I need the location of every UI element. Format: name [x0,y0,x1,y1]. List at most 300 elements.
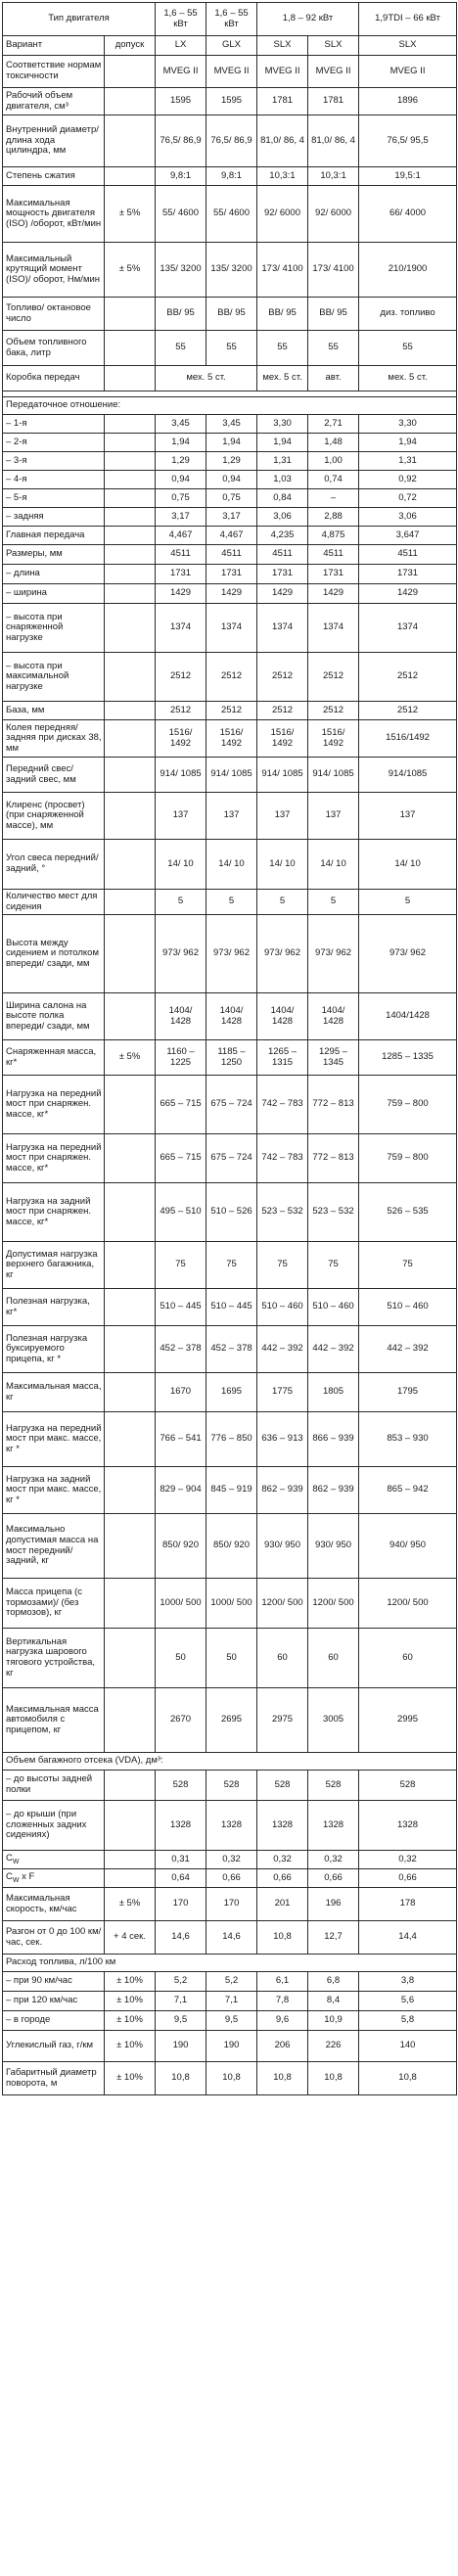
row-label: Максимальная мощность двигателя (ISO) /оборот, кВт/мин [3,186,105,243]
row-label: – при 90 км/час [3,1972,105,1992]
row-tolerance [105,489,156,508]
section-heading: Передаточное отношение: [3,397,457,415]
engine-type-cell: 1,9TDI – 66 кВт [359,3,457,36]
value-cell: 1374 [308,604,359,653]
row-label: Максимально допустимая масса на мост передний/ задний, кг [3,1514,105,1579]
row-label: – ширина [3,584,105,604]
section-heading: Объем багажного отсека (VDA), дм³: [3,1753,457,1771]
row-label: Максимальный крутящий момент (ISO)/ оборот, Нм/мин [3,243,105,298]
row-tolerance: ± 5% [105,1040,156,1076]
value-cell: 442 – 392 [308,1326,359,1373]
value-cell: 75 [206,1242,257,1289]
value-cell: 1,29 [206,452,257,471]
value-cell: 1374 [359,604,457,653]
value-cell: 3,45 [206,415,257,434]
value-cell: 1781 [257,88,308,115]
value-cell: 0,66 [257,1869,308,1888]
value-cell: 5 [206,890,257,915]
value-cell: 92/ 6000 [308,186,359,243]
value-cell: 1,94 [257,434,308,452]
value-cell: 528 [308,1771,359,1801]
value-cell: 173/ 4100 [257,243,308,298]
value-cell: 226 [308,2031,359,2062]
table-row [3,2062,457,2095]
table-row [3,1040,457,1076]
value-cell: MVEG II [308,56,359,88]
row-label: Объем топливного бака, литр [3,331,105,366]
value-cell: 528 [206,1771,257,1801]
table-row [3,915,457,993]
value-cell: 6,8 [308,1972,359,1992]
row-tolerance [105,331,156,366]
value-cell: 50 [156,1629,206,1688]
section-heading-row [3,397,457,415]
value-cell: 1404/ 1428 [257,993,308,1040]
value-cell: 5 [308,890,359,915]
table-row [3,1888,457,1921]
value-cell: 81,0/ 86, 4 [257,115,308,167]
header-variant-row [3,36,457,56]
value-cell: ВВ/ 95 [156,298,206,331]
value-cell: 4,235 [257,527,308,545]
value-cell: 1,29 [156,452,206,471]
value-cell: 0,94 [156,471,206,489]
value-cell: 7,8 [257,1992,308,2011]
value-cell: 75 [257,1242,308,1289]
value-cell: 452 – 378 [156,1326,206,1373]
table-row [3,1869,457,1888]
value-cell: 2995 [359,1688,457,1753]
row-tolerance [105,471,156,489]
value-cell: 495 – 510 [156,1183,206,1242]
value-cell: MVEG II [359,56,457,88]
value-cell: 0,75 [206,489,257,508]
value-cell: 914/1085 [359,758,457,793]
value-cell: ВВ/ 95 [206,298,257,331]
value-cell: 1185 – 1250 [206,1040,257,1076]
row-label: Главная передача [3,527,105,545]
tolerance-label: допуск [105,36,156,56]
value-cell: 1404/ 1428 [156,993,206,1040]
value-cell: 55 [308,331,359,366]
value-cell: 0,74 [308,471,359,489]
value-cell: 973/ 962 [206,915,257,993]
value-cell: 1200/ 500 [308,1579,359,1629]
table-row [3,1412,457,1467]
value-cell: 170 [156,1888,206,1921]
table-row [3,366,457,391]
value-cell: 675 – 724 [206,1134,257,1183]
value-cell: 50 [206,1629,257,1688]
value-cell: 759 – 800 [359,1076,457,1134]
row-label: Углекислый газ, г/км [3,2031,105,2062]
value-cell: 2512 [257,653,308,702]
row-tolerance [105,88,156,115]
table-row [3,653,457,702]
value-cell: 1200/ 500 [257,1579,308,1629]
value-cell: 0,31 [156,1851,206,1869]
row-tolerance [105,508,156,527]
value-cell: 14/ 10 [359,840,457,890]
value-cell: 1295 – 1345 [308,1040,359,1076]
row-tolerance [105,1076,156,1134]
engine-type-label: Тип двигателя [3,3,156,36]
row-tolerance [105,1373,156,1412]
value-cell: 5 [359,890,457,915]
table-row [3,720,457,758]
value-cell: 1429 [308,584,359,604]
value-cell: 973/ 962 [257,915,308,993]
value-cell: 1731 [359,565,457,584]
value-cell: 528 [156,1771,206,1801]
variant-cell: LX [156,36,206,56]
row-label-suffix: x F [19,1870,35,1882]
value-cell: 1595 [156,88,206,115]
value-cell: 829 – 904 [156,1467,206,1514]
value-cell: 914/ 1085 [308,758,359,793]
table-row [3,1514,457,1579]
value-cell: 135/ 3200 [156,243,206,298]
table-row [3,565,457,584]
value-cell: 7,1 [156,1992,206,2011]
value-cell: 2,71 [308,415,359,434]
table-row [3,993,457,1040]
value-cell: 14,4 [359,1921,457,1955]
value-cell: 914/ 1085 [257,758,308,793]
row-label: – длина [3,565,105,584]
row-label: – 4-я [3,471,105,489]
value-cell: авт. [308,366,359,391]
value-cell: 190 [206,2031,257,2062]
value-cell: мех. 5 ст. [156,366,257,391]
row-label: Клиренс (просвет) (при снаряженной массе), мм [3,793,105,840]
row-label: – при 120 км/час [3,1992,105,2011]
value-cell: 940/ 950 [359,1514,457,1579]
specification-table [2,2,457,2095]
row-tolerance [105,1242,156,1289]
table-row [3,1183,457,1242]
value-cell: 862 – 939 [257,1467,308,1514]
table-row [3,1579,457,1629]
value-cell: 636 – 913 [257,1412,308,1467]
row-tolerance [105,545,156,565]
row-label: – 3-я [3,452,105,471]
table-row [3,88,457,115]
value-cell: 3005 [308,1688,359,1753]
value-cell: 9,8:1 [156,167,206,186]
value-cell: 60 [257,1629,308,1688]
row-label: Нагрузка на передний мост при макс. массе, кг * [3,1412,105,1467]
table-row [3,1326,457,1373]
value-cell: 9,5 [206,2011,257,2031]
value-cell: 510 – 460 [308,1289,359,1326]
value-cell: 675 – 724 [206,1076,257,1134]
value-cell: 1285 – 1335 [359,1040,457,1076]
value-cell: 4,875 [308,527,359,545]
row-label: Степень сжатия [3,167,105,186]
row-tolerance: ± 10% [105,2011,156,2031]
value-cell: 850/ 920 [156,1514,206,1579]
value-cell: 76,5/ 86,9 [206,115,257,167]
value-cell: 10,8 [359,2062,457,2095]
value-cell: 0,66 [206,1869,257,1888]
value-cell: 1374 [257,604,308,653]
value-cell: 772 – 813 [308,1076,359,1134]
value-cell: 137 [156,793,206,840]
row-label: Нагрузка на задний мост при макс. массе, кг * [3,1467,105,1514]
value-cell: 135/ 3200 [206,243,257,298]
engine-type-cell: 1,8 – 92 кВт [257,3,359,36]
row-label [3,1851,105,1869]
value-cell: 137 [308,793,359,840]
variant-cell: SLX [257,36,308,56]
row-tolerance [105,1289,156,1326]
row-label: Допустимая нагрузка верхнего багажника, кг [3,1242,105,1289]
value-cell: 2512 [257,702,308,720]
value-cell: 3,45 [156,415,206,434]
value-cell: 1731 [308,565,359,584]
table-row [3,243,457,298]
value-cell: 3,06 [359,508,457,527]
value-cell: 865 – 942 [359,1467,457,1514]
row-label-subscript: W [12,1876,20,1884]
value-cell: 759 – 800 [359,1134,457,1183]
table-row [3,1972,457,1992]
value-cell: 510 – 460 [257,1289,308,1326]
value-cell: 1,94 [156,434,206,452]
row-label: Нагрузка на передний мост при снаряжен. массе, кг* [3,1134,105,1183]
table-row [3,331,457,366]
row-label: Разгон от 0 до 100 км/час, сек. [3,1921,105,1955]
value-cell: 665 – 715 [156,1076,206,1134]
value-cell: 1,31 [359,452,457,471]
value-cell: 4511 [156,545,206,565]
row-tolerance [105,565,156,584]
table-row [3,115,457,167]
value-cell: 81,0/ 86, 4 [308,115,359,167]
value-cell: 1429 [359,584,457,604]
value-cell: 0,32 [257,1851,308,1869]
table-row [3,1242,457,1289]
value-cell: 1731 [257,565,308,584]
table-row [3,584,457,604]
value-cell: 196 [308,1888,359,1921]
engine-type-cell: 1,6 – 55 кВт [206,3,257,36]
row-label: – 2-я [3,434,105,452]
value-cell: 0,32 [206,1851,257,1869]
table-row [3,415,457,434]
value-cell: 206 [257,2031,308,2062]
row-label: Снаряженная масса, кг* [3,1040,105,1076]
row-label: Ширина салона на высоте полка впереди/ сзади, мм [3,993,105,1040]
value-cell: 4511 [308,545,359,565]
table-row [3,1771,457,1801]
row-tolerance: ± 10% [105,2062,156,2095]
value-cell: 5 [257,890,308,915]
value-cell: 1781 [308,88,359,115]
table-row [3,1801,457,1851]
value-cell: 2512 [206,702,257,720]
row-tolerance [105,1629,156,1688]
row-label: – задняя [3,508,105,527]
value-cell: 1328 [156,1801,206,1851]
row-tolerance: + 4 сек. [105,1921,156,1955]
value-cell: 3,30 [257,415,308,434]
value-cell: 170 [206,1888,257,1921]
value-cell: 55 [156,331,206,366]
value-cell: 1896 [359,88,457,115]
row-tolerance [105,702,156,720]
value-cell: 10,9 [308,2011,359,2031]
value-cell: 914/ 1085 [206,758,257,793]
value-cell: 850/ 920 [206,1514,257,1579]
value-cell: 866 – 939 [308,1412,359,1467]
value-cell: 3,8 [359,1972,457,1992]
row-tolerance [105,1851,156,1869]
value-cell: 526 – 535 [359,1183,457,1242]
value-cell: ВВ/ 95 [308,298,359,331]
value-cell: 853 – 930 [359,1412,457,1467]
row-label: – 5-я [3,489,105,508]
row-label-symbol: C [6,1852,13,1863]
row-tolerance [105,840,156,890]
value-cell: 845 – 919 [206,1467,257,1514]
table-row [3,1851,457,1869]
row-tolerance [105,1579,156,1629]
value-cell: 1429 [156,584,206,604]
value-cell: 1516/ 1492 [156,720,206,758]
section-heading: Расход топлива, л/100 км [3,1955,457,1972]
row-label: Максимальная масса автомобиля с прицепом, кг [3,1688,105,1753]
value-cell: 19,5:1 [359,167,457,186]
value-cell: 1516/1492 [359,720,457,758]
variant-cell: SLX [359,36,457,56]
row-tolerance [105,793,156,840]
row-label-symbol: C [6,1870,13,1882]
value-cell: 75 [308,1242,359,1289]
value-cell: 973/ 962 [308,915,359,993]
section-heading-row [3,1753,457,1771]
value-cell: – [308,489,359,508]
value-cell: 523 – 532 [257,1183,308,1242]
row-tolerance [105,1412,156,1467]
row-label: Соответствие нормам токсичности [3,56,105,88]
value-cell: 55 [206,331,257,366]
value-cell: 742 – 783 [257,1134,308,1183]
row-tolerance [105,1134,156,1183]
value-cell: 5,2 [206,1972,257,1992]
table-row [3,1373,457,1412]
value-cell: 55/ 4600 [206,186,257,243]
value-cell: 6,1 [257,1972,308,1992]
row-label: Топливо/ октановое число [3,298,105,331]
value-cell: 914/ 1085 [156,758,206,793]
value-cell: 1,31 [257,452,308,471]
value-cell: 1000/ 500 [156,1579,206,1629]
value-cell: диз. топливо [359,298,457,331]
value-cell: 137 [206,793,257,840]
table-row [3,604,457,653]
row-label: Полезная нагрузка, кг* [3,1289,105,1326]
value-cell: 1160 – 1225 [156,1040,206,1076]
value-cell: 75 [359,1242,457,1289]
row-tolerance: ± 10% [105,1992,156,2011]
value-cell: 0,32 [359,1851,457,1869]
value-cell: 862 – 939 [308,1467,359,1514]
value-cell: 1328 [359,1801,457,1851]
value-cell: 210/1900 [359,243,457,298]
value-cell: 66/ 4000 [359,186,457,243]
table-row [3,527,457,545]
row-label: Нагрузка на передний мост при снаряжен. массе, кг* [3,1076,105,1134]
value-cell: 1670 [156,1373,206,1412]
value-cell: 973/ 962 [156,915,206,993]
value-cell: 2512 [308,653,359,702]
value-cell: 1,94 [359,434,457,452]
row-label: – в городе [3,2011,105,2031]
value-cell: 452 – 378 [206,1326,257,1373]
table-row [3,702,457,720]
value-cell: 1,48 [308,434,359,452]
row-label: Максимальная скорость, км/час [3,1888,105,1921]
value-cell: MVEG II [156,56,206,88]
value-cell: 0,66 [308,1869,359,1888]
table-row [3,508,457,527]
table-row [3,1134,457,1183]
engine-type-cell: 1,6 – 55 кВт [156,3,206,36]
value-cell: 2512 [156,653,206,702]
value-cell: 2975 [257,1688,308,1753]
row-label: Полезная нагрузка буксируемого прицепа, кг * [3,1326,105,1373]
row-label: Передний свес/ задний свес, мм [3,758,105,793]
value-cell: 930/ 950 [308,1514,359,1579]
value-cell: 930/ 950 [257,1514,308,1579]
row-tolerance [105,115,156,167]
row-tolerance [105,366,156,391]
value-cell: 973/ 962 [359,915,457,993]
value-cell: 5,8 [359,2011,457,2031]
value-cell: 1328 [308,1801,359,1851]
value-cell: 10,8 [206,2062,257,2095]
row-label: Угол свеса передний/ задний, ° [3,840,105,890]
value-cell: 1404/ 1428 [206,993,257,1040]
value-cell: 55 [359,331,457,366]
value-cell: 1805 [308,1373,359,1412]
row-label: – высота при снаряженной нагрузке [3,604,105,653]
row-label-subscript: W [12,1858,20,1865]
value-cell: 1328 [257,1801,308,1851]
table-row [3,840,457,890]
row-label [3,1869,105,1888]
value-cell: 510 – 460 [359,1289,457,1326]
value-cell: 0,92 [359,471,457,489]
value-cell: 201 [257,1888,308,1921]
row-label: Количество мест для сидения [3,890,105,915]
table-row [3,167,457,186]
value-cell: мех. 5 ст. [359,366,457,391]
table-row [3,1921,457,1955]
value-cell: 1265 – 1315 [257,1040,308,1076]
value-cell: 0,66 [359,1869,457,1888]
value-cell: 140 [359,2031,457,2062]
value-cell: мех. 5 ст. [257,366,308,391]
value-cell: 137 [359,793,457,840]
row-label: Масса прицепа (с тормозами)/ (без тормозов), кг [3,1579,105,1629]
value-cell: 12,7 [308,1921,359,1955]
table-row [3,545,457,565]
table-row [3,471,457,489]
value-cell: 1200/ 500 [359,1579,457,1629]
